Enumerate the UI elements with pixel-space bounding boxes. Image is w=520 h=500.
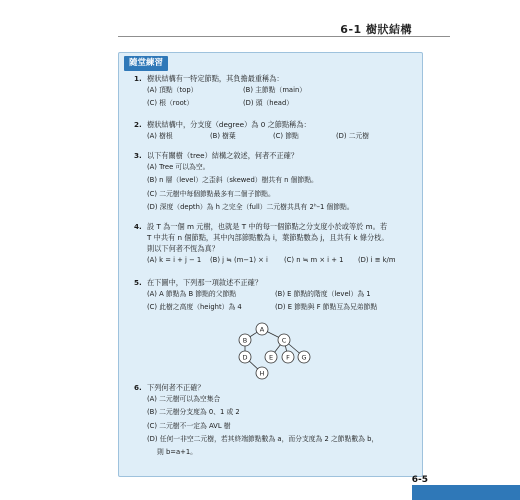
tree-node-label: E bbox=[268, 353, 274, 362]
option-b: (B) j ≒ (m−1) × i bbox=[210, 256, 268, 264]
option-c: (C) n ≒ m × i + 1 bbox=[284, 256, 344, 264]
option-d: (D) 頭（head） bbox=[243, 99, 294, 108]
chapter-title: 6-1 樹狀結構 bbox=[340, 23, 412, 36]
question-text-line-3: 則以下何者不恆為真？ bbox=[147, 244, 219, 253]
page-number: 6-5 bbox=[411, 475, 428, 485]
option-b: (B) 樹葉 bbox=[210, 132, 236, 140]
option-a: (A) A 節點為 B 節點的父節點 bbox=[147, 290, 237, 298]
page-corner-band bbox=[412, 485, 520, 500]
option-d: (D) 任何一非空二元樹，若其終端節點數為 a，而分支度為 2 之節點數為 b， bbox=[147, 434, 379, 443]
option-a: (A) 二元樹可以為空集合 bbox=[147, 395, 221, 403]
option-c: (C) 此樹之高度（height）為 4 bbox=[147, 303, 242, 312]
quiz-panel bbox=[118, 52, 423, 477]
option-c: (C) 根（root） bbox=[147, 99, 194, 108]
question-5 bbox=[134, 277, 419, 315]
question-text: 下列何者不正確？ bbox=[147, 383, 205, 392]
question-6 bbox=[134, 382, 419, 459]
option-a: (A) 頂點（top） bbox=[147, 86, 198, 94]
header-rule bbox=[118, 36, 450, 37]
question-number: 4. bbox=[134, 222, 142, 231]
question-number: 1. bbox=[134, 74, 142, 83]
option-d: (D) 二元樹 bbox=[336, 132, 370, 140]
question-2 bbox=[134, 119, 419, 143]
option-a: (A) k = i + j − 1 bbox=[147, 256, 202, 264]
quiz-tag: 隨堂練習 bbox=[124, 56, 168, 71]
tree-node-label: B bbox=[242, 336, 248, 345]
question-3 bbox=[134, 150, 419, 214]
tree-node-label: F bbox=[286, 353, 290, 362]
question-1 bbox=[134, 73, 419, 111]
question-text: 樹狀結構中，分支度（degree）為 0 之節點稱為： bbox=[147, 120, 311, 129]
question-4 bbox=[134, 221, 419, 267]
option-b: (B) 主節點（main） bbox=[243, 86, 307, 94]
tree-node-label: A bbox=[259, 325, 265, 334]
question-text: 以下有關樹（tree）結構之敘述，何者不正確？ bbox=[147, 151, 299, 160]
chapter-header bbox=[0, 0, 520, 38]
tree-node-label: G bbox=[301, 353, 307, 362]
question-number: 3. bbox=[134, 151, 142, 160]
question-text: 設 T 為一個 m 元樹，也就是 T 中的每一個節點之分支度小於或等於 m。若 bbox=[147, 222, 388, 231]
question-text: 在下圖中，下列那一項敘述不正確？ bbox=[147, 278, 263, 287]
option-a: (A) Tree 可以為空。 bbox=[147, 163, 210, 171]
question-number: 5. bbox=[134, 278, 142, 287]
question-number: 6. bbox=[134, 383, 142, 392]
option-b: (B) E 節點的階度（level）為 1 bbox=[275, 290, 371, 298]
option-b: (B) 二元樹分支度為 0、1 或 2 bbox=[147, 408, 240, 417]
option-c: (C) 節點 bbox=[273, 132, 299, 140]
question-number: 2. bbox=[134, 120, 142, 129]
option-b: (B) n 層（level）之歪斜（skewed）樹共有 n 個節點。 bbox=[147, 176, 318, 185]
tree-node-label: C bbox=[281, 336, 287, 345]
option-a: (A) 樹根 bbox=[147, 132, 173, 140]
tree-node-label: D bbox=[242, 353, 248, 362]
option-c: (C) 二元樹中每個節點最多有二個子節點。 bbox=[147, 189, 275, 198]
option-d-continued: 則 b=a+1。 bbox=[157, 448, 197, 457]
question-text-line-2: T 中共有 n 個節點，其中內部節點數為 i，葉節點數為 j，且共有 k 條分枝。 bbox=[147, 233, 389, 242]
question-text: 樹狀結構有一特定節點，其負擔最重稱為： bbox=[147, 74, 284, 83]
tree-node-label: H bbox=[259, 369, 265, 378]
option-d: (D) E 節點與 F 節點互為兄弟節點 bbox=[275, 303, 378, 312]
option-d: (D) 深度（depth）為 h 之完全（full）二元樹共具有 2ʰ–1 個節點。 bbox=[147, 202, 354, 211]
option-d: (D) i ≡ k/m bbox=[358, 256, 396, 264]
option-c: (C) 二元樹不一定為 AVL 樹 bbox=[147, 421, 231, 430]
